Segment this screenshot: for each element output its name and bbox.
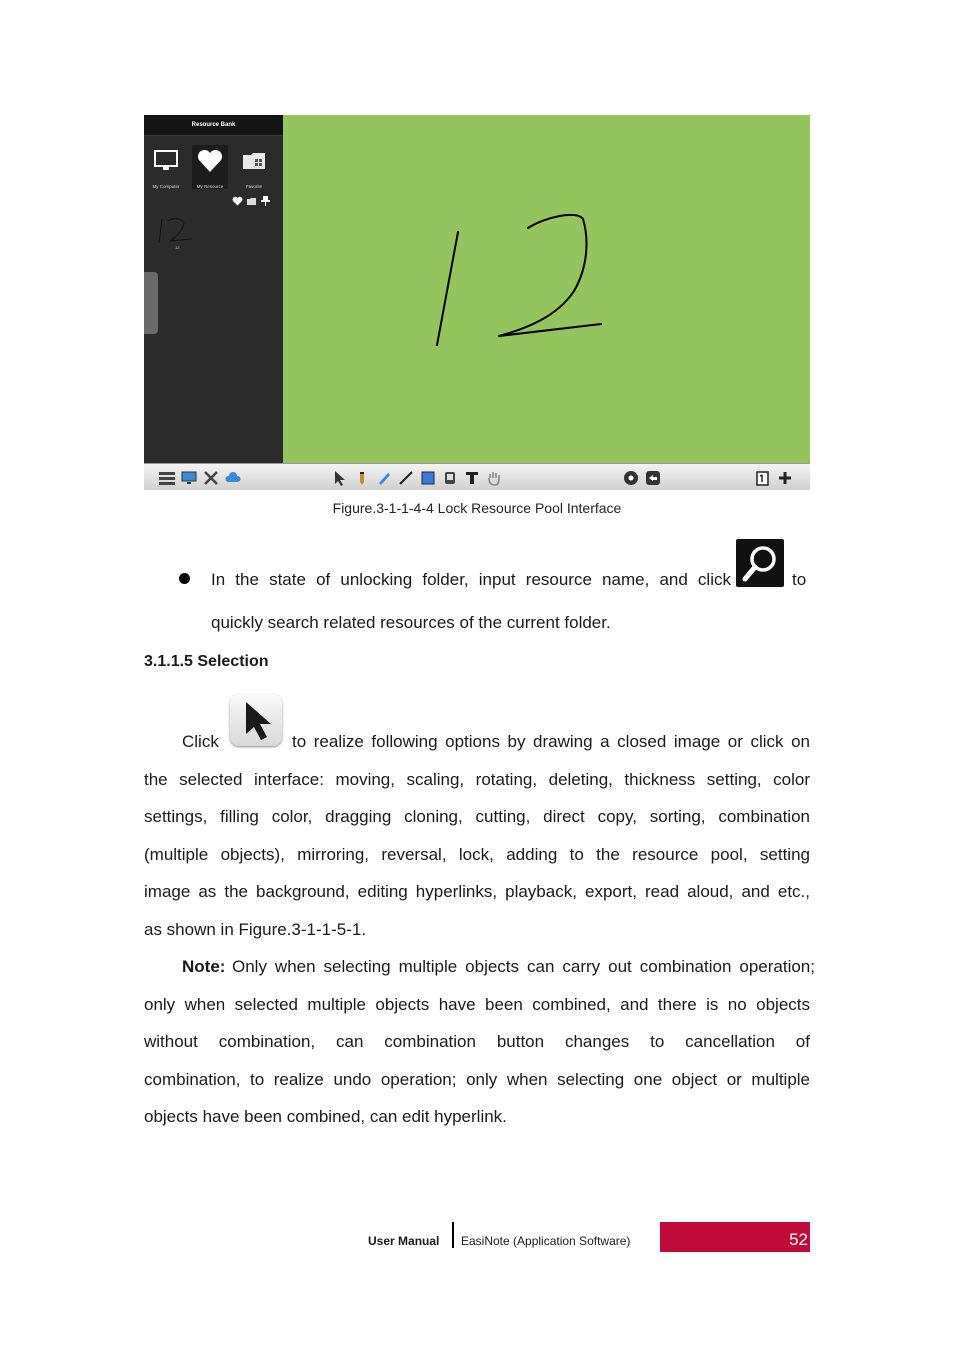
para1-line: the selected interface: moving, scaling, rotating, deleting, thickness setting, color bbox=[144, 770, 810, 789]
footer-page-box bbox=[660, 1222, 810, 1252]
handwritten-12-drawing bbox=[283, 115, 810, 463]
section-heading: 3.1.1.5 Selection bbox=[144, 653, 269, 670]
panel-title: Resource Bank bbox=[144, 115, 283, 136]
para1-line: (multiple objects), mirroring, reversal, lock, adding to the resource pool, setting bbox=[144, 845, 810, 864]
undo-icon bbox=[645, 470, 661, 486]
cloud-button[interactable] bbox=[224, 469, 242, 487]
note-line: without combination, can combination button changes to cancellation of bbox=[144, 1032, 810, 1051]
tab-my-computer[interactable] bbox=[148, 145, 184, 189]
cloud-icon bbox=[225, 471, 241, 485]
eraser-icon bbox=[442, 470, 458, 486]
bullet-line-1: In the state of unlocking folder, input resource name, and click bbox=[211, 570, 731, 589]
tools-button[interactable] bbox=[202, 469, 220, 487]
para1-start: Click bbox=[182, 732, 219, 751]
text-button[interactable] bbox=[463, 469, 481, 487]
para1-rest: to realize following options by drawing a closed image or click on bbox=[292, 732, 810, 751]
tab-favorite[interactable] bbox=[236, 145, 272, 189]
navigation-button[interactable] bbox=[622, 469, 640, 487]
bullet-line-1-end: to bbox=[792, 570, 807, 589]
note-label: Note: bbox=[182, 957, 226, 976]
favorite-heart-icon[interactable] bbox=[232, 193, 243, 203]
tools-icon bbox=[203, 470, 219, 486]
text-icon bbox=[464, 470, 480, 486]
tab-label: My Resource bbox=[196, 184, 224, 189]
footer-divider bbox=[452, 1222, 454, 1248]
resource-bank-panel bbox=[144, 115, 283, 463]
new-folder-icon[interactable] bbox=[246, 193, 257, 203]
para1-line: image as the background, editing hyperlinks, playback, export, read aloud, and etc., bbox=[144, 882, 810, 901]
display-button[interactable] bbox=[180, 469, 198, 487]
plus-icon bbox=[777, 470, 793, 486]
line-button[interactable] bbox=[397, 469, 415, 487]
selection-cursor-icon bbox=[230, 694, 282, 746]
monitor-icon bbox=[181, 471, 197, 485]
note-last: objects have been combined, can edit hyperlink. bbox=[144, 1107, 507, 1126]
menu-icon bbox=[159, 471, 175, 485]
add-page-button[interactable] bbox=[776, 469, 794, 487]
cursor-icon bbox=[333, 470, 347, 486]
tab-my-resource[interactable] bbox=[192, 145, 228, 189]
highlighter-icon bbox=[376, 470, 392, 486]
panel-drag-handle[interactable] bbox=[144, 272, 158, 334]
hand-icon bbox=[486, 470, 502, 486]
highlighter-button[interactable] bbox=[375, 469, 393, 487]
note-line: combination, to realize undo operation; only when selecting one object or multiple bbox=[144, 1070, 810, 1089]
pen-button[interactable] bbox=[353, 469, 371, 487]
note-line: only when selected multiple objects have been combined, and there is no objects bbox=[144, 995, 810, 1014]
figure-caption: Figure.3-1-1-4-4 Lock Resource Pool Interface bbox=[332, 500, 622, 516]
hand-button[interactable] bbox=[485, 469, 503, 487]
page-button[interactable] bbox=[754, 469, 772, 487]
footer-manual: User Manual bbox=[368, 1234, 440, 1248]
shape-button[interactable] bbox=[419, 469, 437, 487]
thumbnail-label: 12 bbox=[175, 245, 180, 250]
pin-lock-icon[interactable] bbox=[260, 193, 271, 203]
page-icon bbox=[755, 470, 771, 486]
menu-button[interactable] bbox=[158, 469, 176, 487]
heart-icon bbox=[196, 147, 224, 175]
whiteboard-canvas[interactable] bbox=[283, 115, 810, 463]
screenshot-figure bbox=[144, 115, 810, 490]
select-button[interactable] bbox=[331, 469, 349, 487]
bottom-toolbar bbox=[144, 463, 810, 490]
navigation-icon bbox=[623, 470, 639, 486]
line-icon bbox=[398, 470, 414, 486]
monitor-icon bbox=[152, 147, 180, 175]
eraser-button[interactable] bbox=[441, 469, 459, 487]
pencil-icon bbox=[355, 470, 369, 486]
bullet-line-2: quickly search related resources of the current folder. bbox=[211, 613, 611, 632]
tab-label: Favorite bbox=[245, 184, 263, 189]
tab-label: My Computer bbox=[152, 184, 180, 189]
folder-icon bbox=[240, 147, 268, 175]
para1-line: settings, filling color, dragging cloning, cutting, direct copy, sorting, combination bbox=[144, 807, 810, 826]
search-icon bbox=[736, 539, 784, 587]
para1-last: as shown in Figure.3-1-1-5-1. bbox=[144, 920, 367, 939]
square-icon bbox=[420, 470, 436, 486]
note-first: Only when selecting multiple objects can carry out combination operation; bbox=[232, 957, 815, 976]
undo-button[interactable] bbox=[644, 469, 662, 487]
page-number: 52 bbox=[789, 1230, 808, 1249]
footer-app-name: EasiNote (Application Software) bbox=[461, 1234, 631, 1248]
bullet-dot bbox=[179, 573, 190, 584]
